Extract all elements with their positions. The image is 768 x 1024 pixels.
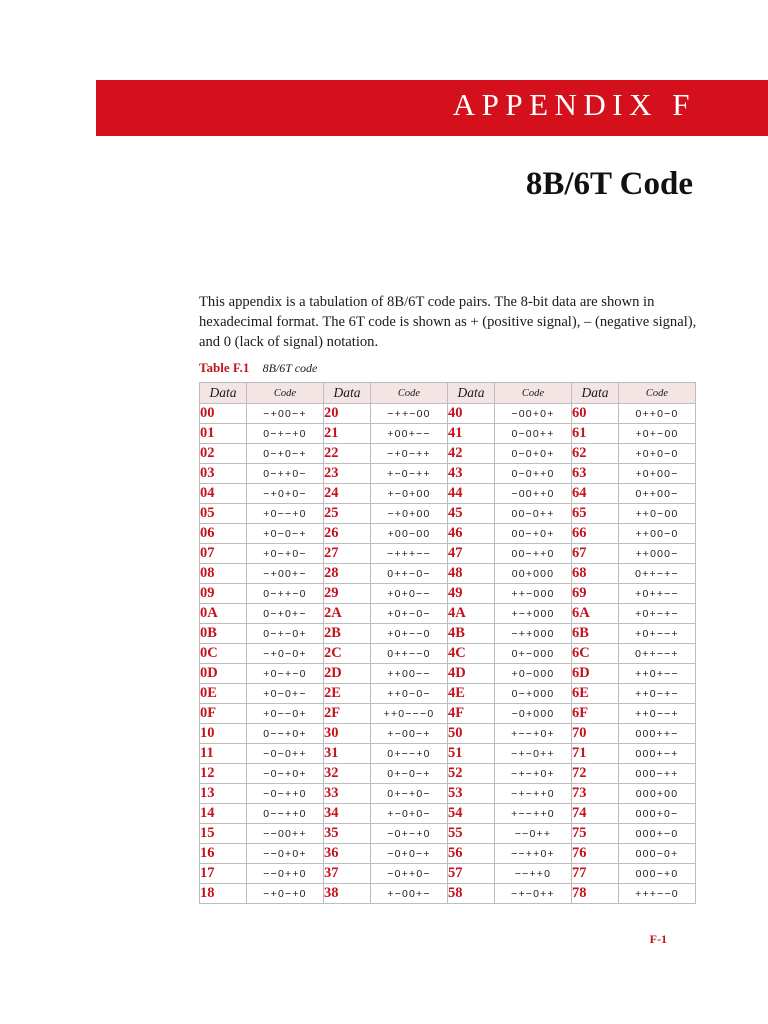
data-cell: 55 [448, 824, 495, 844]
code-cell: 000+00 [619, 784, 696, 804]
data-cell: 46 [448, 524, 495, 544]
code-cell: 0−0++0 [495, 464, 572, 484]
code-cell: −0−0++ [247, 744, 324, 764]
header-data: Data [200, 383, 247, 404]
data-cell: 67 [572, 544, 619, 564]
data-cell: 21 [324, 424, 371, 444]
code-cell: ++00−0 [619, 524, 696, 544]
data-cell: 0E [200, 684, 247, 704]
data-cell: 42 [448, 444, 495, 464]
chapter-title: 8B/6T Code [525, 166, 693, 202]
code-cell: 0−−++0 [247, 804, 324, 824]
code-cell: 0+−000 [495, 644, 572, 664]
data-cell: 4F [448, 704, 495, 724]
data-cell: 35 [324, 824, 371, 844]
code-cell: −0+000 [495, 704, 572, 724]
code-cell: +0−000 [495, 664, 572, 684]
data-cell: 05 [200, 504, 247, 524]
data-cell: 68 [572, 564, 619, 584]
data-cell: 15 [200, 824, 247, 844]
code-cell: −00+0+ [495, 404, 572, 424]
code-cell: −−0+0+ [247, 844, 324, 864]
data-cell: 2B [324, 624, 371, 644]
code-cell: +0+−−+ [619, 624, 696, 644]
table-row [200, 424, 696, 444]
data-cell: 14 [200, 804, 247, 824]
data-cell: 00 [200, 404, 247, 424]
code-cell: 000+0− [619, 804, 696, 824]
code-cell: ++0−−−0 [371, 704, 448, 724]
code-cell: 0+−0−+ [371, 764, 448, 784]
data-cell: 4E [448, 684, 495, 704]
code-cell: 000−+0 [619, 864, 696, 884]
table-row [200, 884, 696, 904]
code-cell: +0+−−0 [371, 624, 448, 644]
code-cell: 0+−−+0 [371, 744, 448, 764]
code-cell: 000+−0 [619, 824, 696, 844]
code-cell: −−0++ [495, 824, 572, 844]
code-cell: −+++−− [371, 544, 448, 564]
code-cell: +00+−− [371, 424, 448, 444]
table-row [200, 704, 696, 724]
data-cell: 64 [572, 484, 619, 504]
data-cell: 0A [200, 604, 247, 624]
code-cell: −+00−+ [247, 404, 324, 424]
data-cell: 6D [572, 664, 619, 684]
header-code: Code [495, 383, 572, 404]
code-cell: −+0−+0 [247, 884, 324, 904]
code-cell: −+0+0− [247, 484, 324, 504]
table-row [200, 524, 696, 544]
code-cell: −0++0− [371, 864, 448, 884]
data-cell: 56 [448, 844, 495, 864]
data-cell: 62 [572, 444, 619, 464]
data-cell: 66 [572, 524, 619, 544]
data-cell: 11 [200, 744, 247, 764]
code-cell: 00+000 [495, 564, 572, 584]
code-cell: −−00++ [247, 824, 324, 844]
code-cell: −+0−++ [371, 444, 448, 464]
data-cell: 6C [572, 644, 619, 664]
code-cell: 0−+−+0 [247, 424, 324, 444]
data-cell: 36 [324, 844, 371, 864]
code-cell: −00++0 [495, 484, 572, 504]
table-row [200, 444, 696, 464]
code-cell: +−−+0+ [495, 724, 572, 744]
code-cell: ++000− [619, 544, 696, 564]
data-cell: 0B [200, 624, 247, 644]
code-cell: 0−0+0+ [495, 444, 572, 464]
data-cell: 0C [200, 644, 247, 664]
table-row [200, 484, 696, 504]
code-cell: +0+0−0 [619, 444, 696, 464]
appendix-title: APPENDIX F [452, 87, 696, 122]
code-cell: +0+−0− [371, 604, 448, 624]
data-cell: 26 [324, 524, 371, 544]
code-cell: 0−++−0 [247, 584, 324, 604]
code-cell: 0−−+0+ [247, 724, 324, 744]
data-cell: 6B [572, 624, 619, 644]
code-cell: −−++0 [495, 864, 572, 884]
data-cell: 20 [324, 404, 371, 424]
table-row [200, 824, 696, 844]
data-cell: 28 [324, 564, 371, 584]
code-cell: ++0+−− [619, 664, 696, 684]
code-cell: −+−+0+ [495, 764, 572, 784]
data-cell: 2A [324, 604, 371, 624]
code-cell: 000+−+ [619, 744, 696, 764]
data-cell: 77 [572, 864, 619, 884]
data-cell: 18 [200, 884, 247, 904]
table-row [200, 604, 696, 624]
data-cell: 0F [200, 704, 247, 724]
data-cell: 4C [448, 644, 495, 664]
data-cell: 61 [572, 424, 619, 444]
code-cell: 0−+000 [495, 684, 572, 704]
data-cell: 52 [448, 764, 495, 784]
code-cell: +++−−0 [619, 884, 696, 904]
code-cell: 00−+0+ [495, 524, 572, 544]
table-row [200, 464, 696, 484]
code-cell: 0++−0− [371, 564, 448, 584]
code-cell: −+0+00 [371, 504, 448, 524]
data-cell: 4B [448, 624, 495, 644]
code-cell: +0+00− [619, 464, 696, 484]
data-cell: 6A [572, 604, 619, 624]
data-cell: 70 [572, 724, 619, 744]
code-cell: +0+−00 [619, 424, 696, 444]
data-cell: 07 [200, 544, 247, 564]
code-cell: −+−++0 [495, 784, 572, 804]
code-cell: ++0−+− [619, 684, 696, 704]
data-cell: 27 [324, 544, 371, 564]
data-cell: 13 [200, 784, 247, 804]
data-cell: 60 [572, 404, 619, 424]
code-cell: +0−+0− [247, 544, 324, 564]
code-cell: 000−0+ [619, 844, 696, 864]
table-row [200, 644, 696, 664]
code-cell: ++0−−+ [619, 704, 696, 724]
data-cell: 33 [324, 784, 371, 804]
code-cell: 0++00− [619, 484, 696, 504]
data-cell: 23 [324, 464, 371, 484]
code-cell: −++000 [495, 624, 572, 644]
data-cell: 12 [200, 764, 247, 784]
data-cell: 29 [324, 584, 371, 604]
code-cell: ++0−0− [371, 684, 448, 704]
code-cell: 0−+0−+ [247, 444, 324, 464]
data-cell: 16 [200, 844, 247, 864]
data-cell: 69 [572, 584, 619, 604]
data-cell: 24 [324, 484, 371, 504]
code-cell: +−0−++ [371, 464, 448, 484]
code-cell: −−++0+ [495, 844, 572, 864]
header-code: Code [371, 383, 448, 404]
code-cell: 00−0++ [495, 504, 572, 524]
data-cell: 44 [448, 484, 495, 504]
code-cell: −+0−0+ [247, 644, 324, 664]
code-cell: 0++0−0 [619, 404, 696, 424]
table-caption [199, 360, 317, 376]
data-cell: 74 [572, 804, 619, 824]
code-cell: 000−++ [619, 764, 696, 784]
data-cell: 63 [572, 464, 619, 484]
data-cell: 48 [448, 564, 495, 584]
table-row [200, 664, 696, 684]
code-cell: +−00+− [371, 884, 448, 904]
code-cell: +−−++0 [495, 804, 572, 824]
table-row [200, 404, 696, 424]
header-data: Data [324, 383, 371, 404]
code-cell: 000++− [619, 724, 696, 744]
code-cell: 0++−−+ [619, 644, 696, 664]
data-cell: 6F [572, 704, 619, 724]
table-label: Table F.1 [199, 360, 250, 375]
table-header-row [200, 383, 696, 404]
data-cell: 73 [572, 784, 619, 804]
data-cell: 06 [200, 524, 247, 544]
table-row [200, 624, 696, 644]
header-data: Data [448, 383, 495, 404]
code-cell: 0−++0− [247, 464, 324, 484]
code-cell: +0−+−0 [247, 664, 324, 684]
code-cell: +−00−+ [371, 724, 448, 744]
code-cell: 0++−+− [619, 564, 696, 584]
code-table [199, 382, 696, 904]
data-cell: 4A [448, 604, 495, 624]
code-cell: +−0+00 [371, 484, 448, 504]
data-cell: 2F [324, 704, 371, 724]
data-cell: 10 [200, 724, 247, 744]
code-cell: 0+−+0− [371, 784, 448, 804]
table-row [200, 564, 696, 584]
data-cell: 78 [572, 884, 619, 904]
data-cell: 41 [448, 424, 495, 444]
code-cell: −+−0++ [495, 744, 572, 764]
code-cell: +0−−0+ [247, 704, 324, 724]
header-code: Code [247, 383, 324, 404]
data-cell: 49 [448, 584, 495, 604]
data-cell: 50 [448, 724, 495, 744]
data-cell: 17 [200, 864, 247, 884]
code-cell: ++−000 [495, 584, 572, 604]
table-row [200, 804, 696, 824]
data-cell: 2D [324, 664, 371, 684]
data-cell: 72 [572, 764, 619, 784]
data-cell: 38 [324, 884, 371, 904]
data-cell: 75 [572, 824, 619, 844]
data-cell: 0D [200, 664, 247, 684]
code-cell: ++0−00 [619, 504, 696, 524]
data-cell: 57 [448, 864, 495, 884]
code-cell: 0−+0+− [247, 604, 324, 624]
data-cell: 54 [448, 804, 495, 824]
code-cell: +0++−− [619, 584, 696, 604]
code-cell: +0−−+0 [247, 504, 324, 524]
data-cell: 40 [448, 404, 495, 424]
data-cell: 08 [200, 564, 247, 584]
table-body [200, 404, 696, 904]
code-cell: +0+0−− [371, 584, 448, 604]
table-row [200, 684, 696, 704]
data-cell: 22 [324, 444, 371, 464]
data-cell: 51 [448, 744, 495, 764]
table-row [200, 724, 696, 744]
code-cell: −0+0−+ [371, 844, 448, 864]
table-row [200, 584, 696, 604]
data-cell: 2E [324, 684, 371, 704]
table-row [200, 864, 696, 884]
data-cell: 71 [572, 744, 619, 764]
table-row [200, 744, 696, 764]
data-cell: 34 [324, 804, 371, 824]
code-cell: +0−0+− [247, 684, 324, 704]
code-cell: −0−+0+ [247, 764, 324, 784]
appendix-banner [96, 80, 768, 136]
data-cell: 02 [200, 444, 247, 464]
data-cell: 43 [448, 464, 495, 484]
data-cell: 04 [200, 484, 247, 504]
data-cell: 58 [448, 884, 495, 904]
data-cell: 45 [448, 504, 495, 524]
code-cell: 00−++0 [495, 544, 572, 564]
code-cell: +−+000 [495, 604, 572, 624]
data-cell: 01 [200, 424, 247, 444]
data-cell: 32 [324, 764, 371, 784]
table-row [200, 504, 696, 524]
code-cell: −0+−+0 [371, 824, 448, 844]
code-cell: −++−00 [371, 404, 448, 424]
code-cell: −+−0++ [495, 884, 572, 904]
data-cell: 30 [324, 724, 371, 744]
code-cell: +0−0−+ [247, 524, 324, 544]
table-row [200, 764, 696, 784]
data-cell: 6E [572, 684, 619, 704]
table-row [200, 844, 696, 864]
intro-paragraph: This appendix is a tabulation of 8B/6T code pairs. The 8-bit data are shown in hexadecimal format. The 6T code is shown as + (positive signal), – (negative signal), and 0 (lack of signal) notation. [199, 294, 697, 350]
data-cell: 47 [448, 544, 495, 564]
code-cell: −+00+− [247, 564, 324, 584]
data-cell: 53 [448, 784, 495, 804]
data-cell: 09 [200, 584, 247, 604]
data-cell: 76 [572, 844, 619, 864]
data-cell: 2C [324, 644, 371, 664]
code-cell: 0−+−0+ [247, 624, 324, 644]
data-cell: 31 [324, 744, 371, 764]
data-cell: 03 [200, 464, 247, 484]
code-cell: +0+−+− [619, 604, 696, 624]
data-cell: 25 [324, 504, 371, 524]
code-cell: 0++−−0 [371, 644, 448, 664]
code-cell: 0−00++ [495, 424, 572, 444]
code-cell: ++00−− [371, 664, 448, 684]
header-data: Data [572, 383, 619, 404]
code-cell: −−0++0 [247, 864, 324, 884]
code-cell: +−0+0− [371, 804, 448, 824]
code-cell: −0−++0 [247, 784, 324, 804]
table-row [200, 544, 696, 564]
page-number: F-1 [649, 932, 667, 946]
table-caption-text: 8B/6T code [262, 361, 318, 375]
data-cell: 65 [572, 504, 619, 524]
data-cell: 4D [448, 664, 495, 684]
data-cell: 37 [324, 864, 371, 884]
code-cell: +00−00 [371, 524, 448, 544]
header-code: Code [619, 383, 696, 404]
table-row [200, 784, 696, 804]
